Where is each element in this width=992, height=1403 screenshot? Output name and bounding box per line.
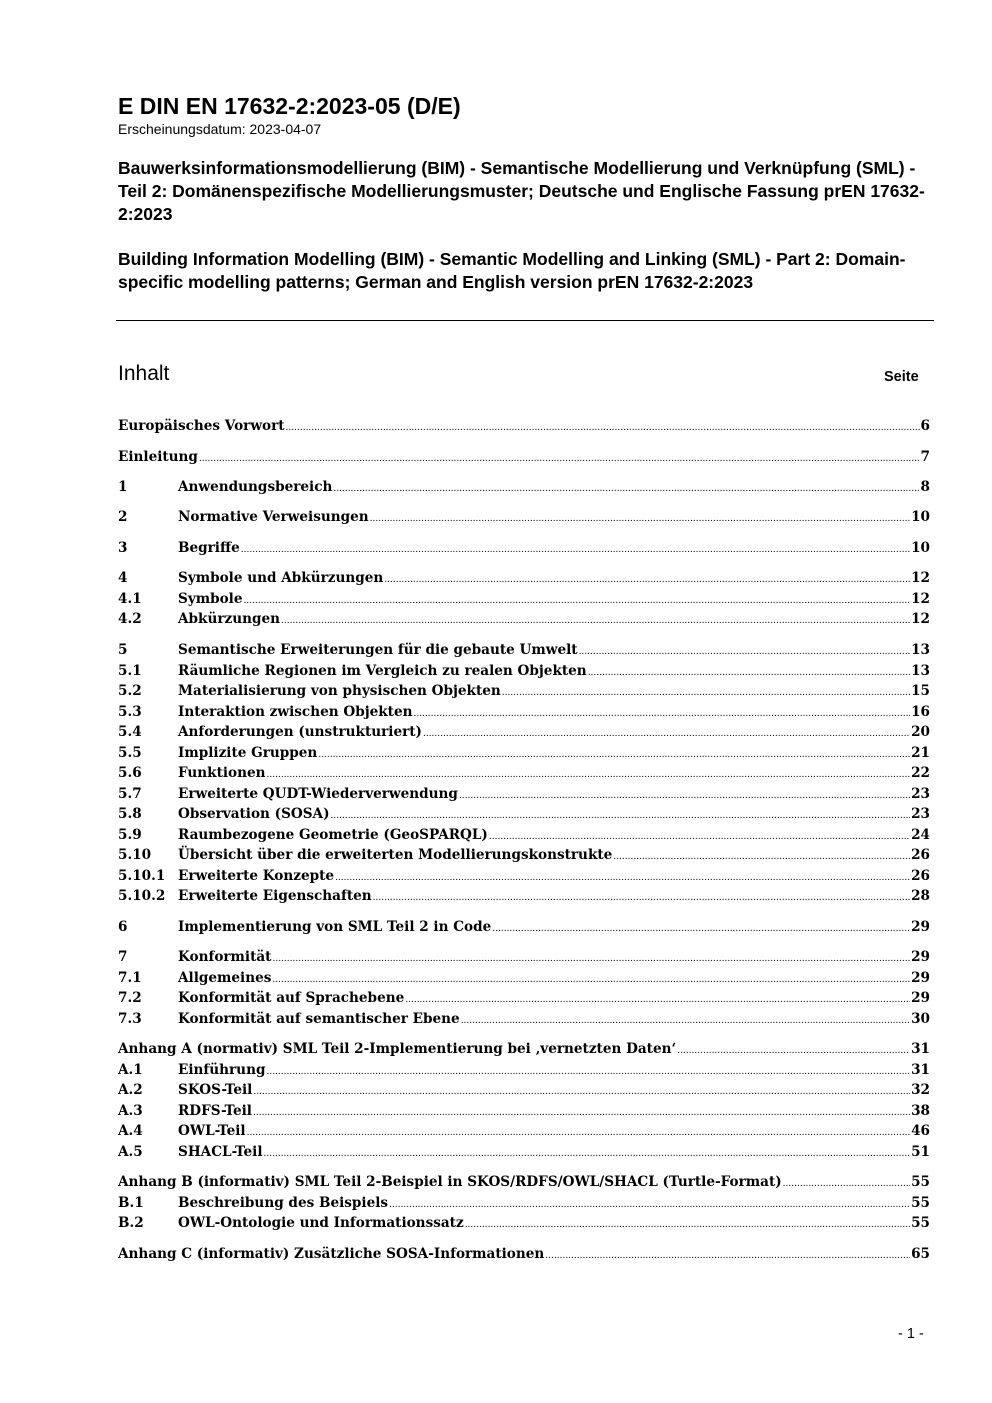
leader-dots [286, 416, 920, 439]
toc-entry-title: Allgemeines [178, 970, 272, 986]
leader-dots [281, 609, 910, 632]
toc-entry-page: 21 [911, 745, 930, 761]
toc-entry[interactable] [118, 1244, 930, 1265]
toc-entry-title: Interaktion zwischen Objekten [178, 704, 413, 720]
publication-date: Erscheinungsdatum: 2023-04-07 [118, 121, 322, 137]
toc-entry[interactable] [118, 477, 930, 498]
toc-entry[interactable] [118, 845, 930, 866]
toc-entry-title: Europäisches Vorwort [118, 418, 285, 434]
toc-entry-title: OWL-Teil [178, 1123, 246, 1139]
toc-entry-number: 3 [118, 540, 128, 556]
toc-entry-title: Anforderungen (unstrukturiert) [178, 724, 422, 740]
toc-entry-title: Materialisierung von physischen Objekten [178, 683, 501, 699]
toc-entry[interactable] [118, 1101, 930, 1122]
toc-entry-number: A.5 [118, 1144, 143, 1160]
toc-entry-number: 4.1 [118, 591, 142, 607]
toc-entry-page: 10 [911, 540, 930, 556]
toc-entry[interactable] [118, 917, 930, 938]
toc-entry-number: B.1 [118, 1195, 144, 1211]
toc-entry[interactable] [118, 1121, 930, 1142]
toc-entry-number: 7.2 [118, 990, 142, 1006]
toc-entry-title: Anhang C (informativ) Zusätzliche SOSA-Informationen [118, 1246, 545, 1262]
toc-page-label: Seite [884, 369, 919, 385]
toc-entry-page: 26 [911, 847, 930, 863]
leader-dots [405, 988, 910, 1011]
toc-entry-page: 28 [911, 888, 930, 904]
leader-dots [247, 1121, 910, 1144]
toc-entry[interactable] [118, 866, 930, 887]
toc-entry-title: SKOS-Teil [178, 1082, 253, 1098]
toc-entry-number: 5.3 [118, 704, 142, 720]
toc-entry-number: 5 [118, 642, 128, 658]
toc-entry-number: 4 [118, 570, 128, 586]
toc-entry-number: A.2 [118, 1082, 143, 1098]
toc-entry-number: A.1 [118, 1062, 143, 1078]
toc-entry-number: 5.7 [118, 786, 142, 802]
leader-dots [241, 538, 910, 561]
toc-entry-title: Erweiterte QUDT-Wiederverwendung [178, 786, 458, 802]
toc-entry[interactable] [118, 1009, 930, 1030]
toc-entry-page: 29 [911, 970, 930, 986]
toc-entry-title: Raumbezogene Geometrie (GeoSPARQL) [178, 827, 488, 843]
toc-entry-title: Anhang A (normativ) SML Teil 2-Implementierung bei ‚vernetzten Daten‘ [118, 1041, 677, 1057]
toc-entry-page: 16 [911, 704, 930, 720]
toc-entry[interactable] [118, 784, 930, 805]
leader-dots [492, 917, 910, 940]
header-divider [116, 320, 934, 321]
toc-entry[interactable] [118, 1213, 930, 1234]
toc-entry-title: Anhang B (informativ) SML Teil 2-Beispiel in SKOS/RDFS/OWL/SHACL (Turtle-Format) [118, 1174, 782, 1190]
toc-entry-number: 1 [118, 479, 128, 495]
toc-entry[interactable] [118, 947, 930, 968]
toc-entry[interactable] [118, 968, 930, 989]
toc-entry-page: 55 [911, 1215, 930, 1231]
toc-entry-number: B.2 [118, 1215, 144, 1231]
toc-entry-page: 55 [911, 1195, 930, 1211]
toc-entry[interactable] [118, 661, 930, 682]
leader-dots [384, 568, 910, 591]
toc-entry-title: Symbole und Abkürzungen [178, 570, 384, 586]
toc-entry-title: Funktionen [178, 765, 266, 781]
toc-entry-page: 8 [920, 479, 930, 495]
toc-entry-number: 5.10.1 [118, 868, 166, 884]
toc-entry-page: 23 [911, 806, 930, 822]
toc-entry-title: Implementierung von SML Teil 2 in Code [178, 919, 492, 935]
toc-entry-page: 29 [911, 990, 930, 1006]
toc-entry-number: A.3 [118, 1103, 143, 1119]
toc-entry-page: 22 [911, 765, 930, 781]
toc-entry[interactable] [118, 1193, 930, 1214]
leader-dots [253, 1080, 910, 1103]
toc-entry-page: 13 [911, 663, 930, 679]
toc-entry[interactable] [118, 743, 930, 764]
toc-entry-page: 24 [911, 827, 930, 843]
toc-entry[interactable] [118, 988, 930, 1009]
toc-entry[interactable] [118, 1080, 930, 1101]
leader-dots [545, 1244, 910, 1267]
toc-entry-title: Räumliche Regionen im Vergleich zu realen Objekten [178, 663, 587, 679]
toc-entry-page: 15 [911, 683, 930, 699]
toc-entry-title: Konformität auf semantischer Ebene [178, 1011, 460, 1027]
toc-entry-title: Begriffe [178, 540, 240, 556]
toc-entry-title: Erweiterte Konzepte [178, 868, 335, 884]
leader-dots [461, 1009, 910, 1032]
toc-entry-title: Implizite Gruppen [178, 745, 318, 761]
toc-entry-number: 7.1 [118, 970, 142, 986]
toc-entry[interactable] [118, 589, 930, 610]
toc-entry-page: 29 [911, 919, 930, 935]
leader-dots [502, 681, 910, 704]
toc-entry-title: Konformität auf Sprachebene [178, 990, 405, 1006]
toc-entry[interactable] [118, 538, 930, 559]
toc-entry[interactable] [118, 416, 930, 437]
toc-entry-page: 65 [911, 1246, 930, 1262]
toc-entry-page: 38 [911, 1103, 930, 1119]
toc-entry-page: 12 [911, 570, 930, 586]
leader-dots [331, 804, 911, 827]
page-number: - 1 - [898, 1326, 924, 1342]
toc-entry-page: 29 [911, 949, 930, 965]
leader-dots [264, 1142, 911, 1165]
document-header [118, 92, 934, 294]
toc-entry-page: 13 [911, 642, 930, 658]
leader-dots [677, 1039, 910, 1062]
toc-entry-title: Beschreibung des Beispiels [178, 1195, 389, 1211]
toc-entry-number: 5.6 [118, 765, 142, 781]
toc-entry-page: 20 [911, 724, 930, 740]
toc-entry[interactable] [118, 507, 930, 528]
leader-dots [579, 640, 911, 663]
toc-entry-page: 46 [911, 1123, 930, 1139]
toc-entry-page: 55 [911, 1174, 930, 1190]
toc-entry-page: 30 [911, 1011, 930, 1027]
toc-entry-number: 5.9 [118, 827, 142, 843]
toc-entry[interactable] [118, 640, 930, 661]
toc-entry[interactable] [118, 1142, 930, 1163]
document-id: E DIN EN 17632-2:2023-05 (D/E) [118, 93, 461, 119]
toc-entry-number: 5.5 [118, 745, 142, 761]
leader-dots [423, 722, 910, 745]
toc-entry-number: 7 [118, 949, 128, 965]
toc-entry-page: 32 [911, 1082, 930, 1098]
toc-entry-title: Observation (SOSA) [178, 806, 330, 822]
toc-entry-number: 7.3 [118, 1011, 142, 1027]
toc-entry-number: 5.10 [118, 847, 152, 863]
toc-entry-page: 12 [911, 591, 930, 607]
toc-entry[interactable] [118, 1060, 930, 1081]
toc-entry-page: 31 [911, 1062, 930, 1078]
toc-entry-number: 5.4 [118, 724, 142, 740]
toc-entry[interactable] [118, 609, 930, 630]
toc-entry[interactable] [118, 886, 930, 907]
toc-entry-title: Semantische Erweiterungen für die gebaute Umwelt [178, 642, 578, 658]
toc-entry-page: 26 [911, 868, 930, 884]
toc-entry[interactable] [118, 763, 930, 784]
toc-entry-title: Konformität [178, 949, 272, 965]
toc-entry[interactable] [118, 1039, 930, 1060]
leader-dots [613, 845, 910, 868]
toc-entry[interactable] [118, 804, 930, 825]
toc-entry-title: Einleitung [118, 449, 198, 465]
toc-entry-number: 5.10.2 [118, 888, 166, 904]
toc-entry-number: A.4 [118, 1123, 143, 1139]
leader-dots [783, 1172, 910, 1195]
toc-entry-number: 5.2 [118, 683, 142, 699]
toc-entry-page: 23 [911, 786, 930, 802]
toc-entry-title: Normative Verweisungen [178, 509, 369, 525]
title-german: Bauwerksinformationsmodellierung (BIM) - Semantische Modellierung und Verknüpfung (SML) - Teil 2: Domänenspezifische Modellierungsmuster; Deutsche und Englische Fassung prEN 17632-2:2023 [118, 158, 925, 224]
toc-entry[interactable] [118, 568, 930, 589]
toc-entry-number: 5.8 [118, 806, 142, 822]
toc-entry[interactable] [118, 702, 930, 723]
toc-entry-title: Abkürzungen [178, 611, 281, 627]
toc-entry-page: 31 [911, 1041, 930, 1057]
toc-entry-page: 51 [911, 1144, 930, 1160]
title-english: Building Information Modelling (BIM) - Semantic Modelling and Linking (SML) - Part 2: Domain-specific modelling patterns; German and English version prEN 17632-2:2023 [118, 249, 906, 292]
toc-entry-title: OWL-Ontologie und Informationssatz [178, 1215, 464, 1231]
leader-dots [465, 1213, 910, 1236]
toc-entry[interactable] [118, 1172, 930, 1193]
toc-entry-title: Symbole [178, 591, 243, 607]
toc-entry[interactable] [118, 681, 930, 702]
toc-entry-page: 7 [920, 449, 930, 465]
leader-dots [333, 477, 919, 500]
leader-dots [272, 947, 910, 970]
toc-entry-title: Anwendungsbereich [178, 479, 333, 495]
leader-dots [267, 763, 911, 786]
leader-dots [199, 447, 920, 470]
toc-entry-title: RDFS-Teil [178, 1103, 252, 1119]
toc-entry-number: 6 [118, 919, 128, 935]
toc-entry[interactable] [118, 722, 930, 743]
toc-entry-number: 2 [118, 509, 128, 525]
toc-entry-title: Einführung [178, 1062, 266, 1078]
toc-entry-number: 5.1 [118, 663, 142, 679]
toc-entry-page: 10 [911, 509, 930, 525]
toc-entry[interactable] [118, 447, 930, 468]
toc-entry-page: 6 [920, 418, 930, 434]
toc-heading: Inhalt [118, 362, 170, 385]
toc-entry[interactable] [118, 825, 930, 846]
toc-entry-number: 4.2 [118, 611, 142, 627]
toc-entry-title: Übersicht über die erweiterten Modellierungskonstrukte [178, 847, 613, 863]
toc-entry-page: 12 [911, 611, 930, 627]
leader-dots [370, 507, 910, 530]
leader-dots [373, 886, 910, 909]
toc-entry-title: Erweiterte Eigenschaften [178, 888, 372, 904]
toc-entry-title: SHACL-Teil [178, 1144, 263, 1160]
